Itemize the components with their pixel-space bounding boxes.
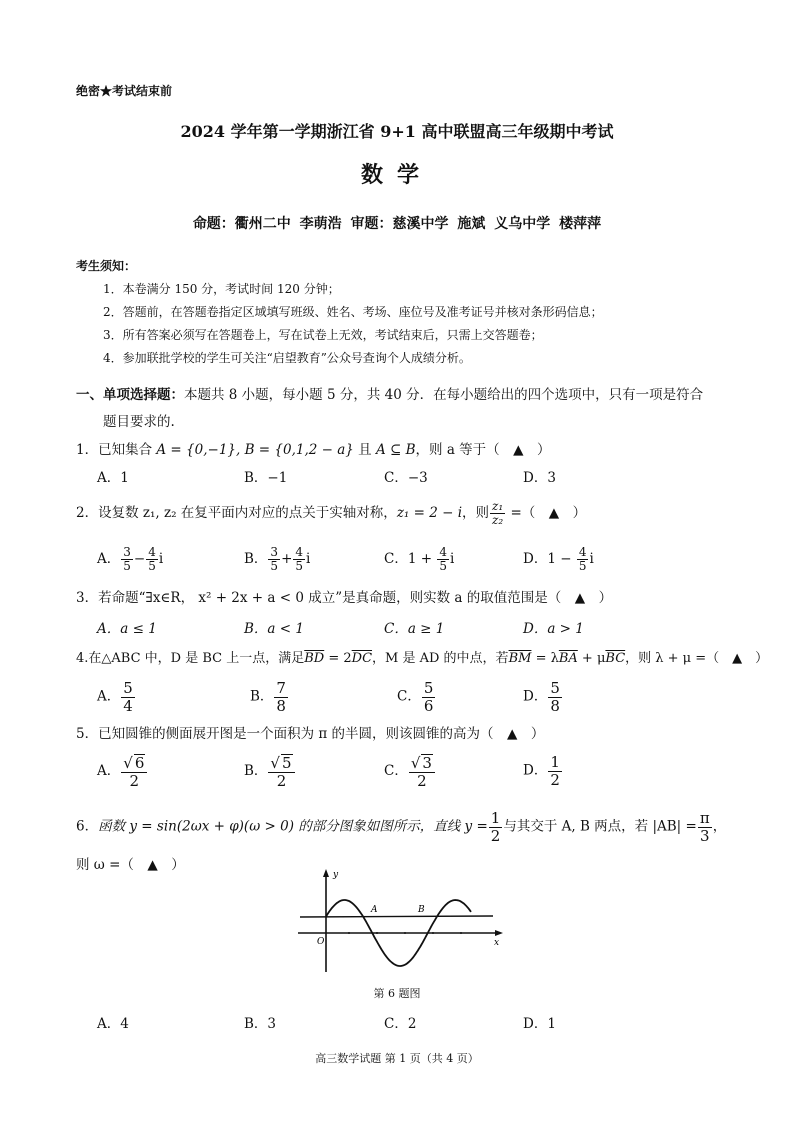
fraction-numerator: 3 [270,545,279,559]
fraction-denominator: 5 [578,559,587,574]
question-6 [76,810,726,844]
subject-title: 数学 [360,162,433,188]
q1-expr: A = {0,−1}, B = {0,1,2 − a} [156,442,354,458]
vector: $\overline{BC}$ [605,651,626,666]
option-c: C． $\frac{√ 3}{2}$ [384,754,436,789]
q6-text-cont: 则 ω =（ ▲ ） [76,857,185,873]
fraction-numerator: 7 [276,679,286,697]
q6-text: 函数 y = sin(2ωx + φ)(ω > 0) 的部分图象如图所示，直线 y = [98,818,488,835]
q2-fraction [490,500,505,527]
option-a: A．1 [97,470,129,486]
fraction-denominator: 5 [148,559,156,574]
fraction-numerator: 4 [148,545,156,559]
fraction-denominator: 2 [129,771,140,790]
question-number: 1． [76,442,99,458]
option-c: C．a ≥ 1 [384,621,445,637]
notice-item: 4．参加联批学校的学生可关注“启望教育”公众号查询个人成绩分析。 [103,351,471,365]
radicand: 5 [281,754,292,772]
exam-title: 2024 学年第一学期浙江省 9+1 高中联盟高三年级期中考试 [180,122,614,141]
option-c: C．−3 [384,470,428,486]
q6-text: ， [712,818,727,835]
q6-text: 与其交于 A, B 两点，若 |AB| = [503,818,697,835]
y-axis-label: y [333,870,339,880]
imaginary-unit: i [449,551,455,568]
section-label: 一、单项选择题： [76,387,184,403]
question-3 [76,586,612,606]
option-label: B． [244,763,268,779]
option-c [397,680,436,714]
fraction-numerator: π [699,809,710,827]
q4-text: ，则 λ + μ =（ ▲ ） [625,651,769,666]
x-tick [460,932,462,934]
fraction-numerator: 1 [550,753,560,771]
q2-text: 设复数 z₁, z₂ 在复平面内对应的点关于实轴对称， [98,505,397,522]
fraction-denominator: 8 [550,696,560,715]
fraction-denominator: 4 [123,696,133,715]
question-number: 3． [76,590,99,606]
option-label: D． [523,762,548,779]
x-tick [348,932,350,934]
q1-rel: A ⊆ B [375,442,416,458]
option-label: D． [523,688,548,705]
operator: − [133,551,146,568]
operator: + [281,551,293,568]
q2-text: =（ ▲ ） [506,505,587,522]
option-label: D． [523,551,548,568]
q3-text: 若命题“∃x∈R， x² + 2x + a < 0 成立”是真命题，则实数 a 的取值范围是（ ▲ ） [98,590,613,606]
q4-text: = λ [531,651,559,666]
fraction-denominator: 3 [699,826,710,845]
fraction-numerator: 4 [578,545,587,559]
imaginary-unit: i [306,551,311,568]
option-d [523,546,594,573]
q2-expr: z₁ = 2 − i [396,505,463,522]
option-label: C． [384,551,408,568]
vector: $\overline{BA}$ [558,651,578,666]
fraction-numerator: 4 [439,545,447,559]
q4-text: + μ [577,651,606,666]
notice-item: 3．所有答案必须写在答题卷上，写在试卷上无效，考试结束后，只需上交答题卷； [103,328,543,342]
fraction-denominator: 6 [423,696,434,715]
fraction-denominator: 2 [417,771,427,790]
option-text: 1 + [407,551,437,568]
fraction-denominator: 2 [490,826,501,845]
option-c: C．2 [384,1016,417,1032]
secret-label: 绝密★考试结束前 [76,84,173,98]
fraction-denominator: 2 [550,770,560,789]
option-d: D．a > 1 [523,621,584,637]
q4-text: = 2 [324,651,352,666]
q1-text: 已知集合 [98,442,157,458]
figure-caption: 第 6 题图 [373,987,421,1000]
option-b [244,546,310,573]
question-number: 2． [76,505,99,522]
option-text: 1 − [547,551,576,568]
option-b [250,680,289,714]
radicand: 6 [134,754,145,772]
fraction-numerator: 5 [123,679,133,697]
fraction-numerator: 3 [123,545,131,559]
x-axis-label: x [494,938,500,948]
authors-line: 命题：衢州二中 李萌浩 审题：慈溪中学 施斌 义乌中学 楼萍萍 [192,216,602,232]
question-1 [76,438,551,458]
option-b: B．−1 [244,470,288,486]
question-number: 4. [76,651,89,666]
imaginary-unit: i [589,551,594,568]
option-a: A．4 [97,1016,129,1032]
q1-text: ，则 a 等于（ ▲ ） [415,442,551,458]
fraction-numerator: 4 [295,545,304,559]
x-tick [432,932,434,934]
section-instructions: 本题共 8 小题，每小题 5 分，共 40 分．在每小题给出的四个选项中，只有一项是符合 [184,387,704,403]
horizontal-line [300,916,493,917]
fraction-numerator: 1 [490,809,501,827]
option-label: A． [97,551,121,568]
question-4 [76,647,768,666]
option-b: B．a < 1 [244,621,304,637]
notice-heading: 考生须知： [76,259,137,273]
x-tick [376,932,378,934]
option-label: B． [244,551,268,568]
page-footer: 高三数学试题 第 1 页（共 4 页） [315,1052,479,1065]
notice-item: 2．答题前，在答题卷指定区域填写班级、姓名、考场、座位号及准考证号并核对条形码信息； [103,305,603,319]
origin-label: O [317,937,325,947]
question-5 [76,722,544,742]
q1-text: 且 [353,442,376,458]
option-label: C． [384,763,408,779]
vector: $\overline{BM}$ [508,651,532,666]
fraction-denominator: 2 [276,771,287,790]
question-number: 6． [76,818,99,835]
fraction-denominator: 5 [439,559,447,574]
option-d: D．3 [523,470,556,486]
fraction-numerator: 5 [423,679,434,697]
option-a [97,546,163,573]
radicand: 3 [422,754,432,772]
q4-text: 在△ABC 中，D 是 BC 上一点，满足 [88,651,305,666]
option-a: A． $\frac{√ 6}{2}$ [97,754,148,789]
option-label: B． [250,688,274,705]
option-a [97,680,136,714]
option-label: A． [97,763,121,779]
fraction-denominator: 5 [123,559,131,574]
vector: $\overline{BD}$ [304,651,325,666]
section-instructions-cont: 题目要求的. [103,414,175,430]
option-label: C． [397,688,421,705]
option-a: A．a ≤ 1 [97,621,157,637]
fraction-denominator: 8 [276,696,286,715]
point-b-label: B [418,905,425,915]
q4-text: ，M 是 AD 的中点，若 [372,651,509,666]
option-d [523,754,563,788]
option-label: A． [97,688,121,705]
q2-text: ，则 [462,505,490,522]
option-d [523,680,563,714]
fraction-denominator: 5 [295,559,304,574]
option-b: B． $\frac{√ 5}{2}$ [244,754,296,789]
option-d: D．1 [523,1016,556,1032]
point-a-label: A [371,905,378,915]
x-axis-arrow [495,930,503,936]
fraction-numerator: 5 [550,679,560,697]
section-heading [76,383,703,403]
fraction-denominator: z₂ [492,513,504,528]
fraction-denominator: 5 [270,559,279,574]
option-b: B．3 [244,1016,277,1032]
notice-item: 1．本卷满分 150 分，考试时间 120 分钟； [103,282,340,296]
question-number: 5． [76,726,99,742]
q5-text: 已知圆锥的侧面展开图是一个面积为 π 的半圆，则该圆锥的高为（ ▲ ） [98,726,545,742]
y-axis-arrow [323,869,329,877]
vector: $\overline{DC}$ [351,651,373,666]
fraction-numerator: z₁ [492,499,504,513]
question-2 [76,500,586,527]
sine-graph-figure [295,868,507,974]
x-tick [404,932,406,934]
option-c [384,546,454,573]
imaginary-unit: i [158,551,164,568]
